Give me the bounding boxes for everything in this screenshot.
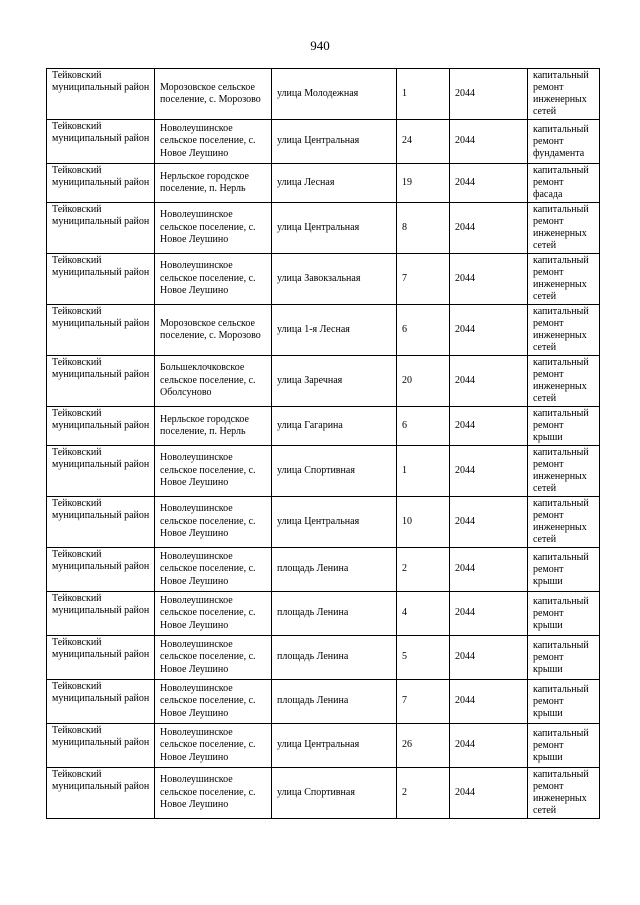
work-type-cell: капитальный ремонт инженерных сетей [528,69,600,120]
settlement-cell: Нерльское городское поселение, п. Нерль [155,407,272,446]
table-row [47,446,600,497]
year-cell: 2044 [450,548,528,592]
district-cell: Тейковский муниципальный район [47,768,155,819]
district-cell: Тейковский муниципальный район [47,407,155,446]
year-cell: 2044 [450,356,528,407]
year-cell: 2044 [450,724,528,768]
table-row [47,680,600,724]
settlement-cell: Новолеушинское сельское поселение, с. Новое Леушино [155,636,272,680]
street-cell: улица 1-я Лесная [272,305,397,356]
work-type-cell: капитальный ремонт фундамента [528,120,600,164]
table-row [47,305,600,356]
work-type-cell: капитальный ремонт инженерных сетей [528,356,600,407]
street-cell: улица Завокзальная [272,254,397,305]
year-cell: 2044 [450,305,528,356]
district-cell: Тейковский муниципальный район [47,497,155,548]
district-cell: Тейковский муниципальный район [47,203,155,254]
street-cell: улица Молодежная [272,69,397,120]
house-number-cell: 6 [397,407,450,446]
street-cell: улица Лесная [272,164,397,203]
settlement-cell: Морозовское сельское поселение, с. Морозово [155,305,272,356]
street-cell: улица Центральная [272,497,397,548]
house-number-cell: 2 [397,768,450,819]
district-cell: Тейковский муниципальный район [47,592,155,636]
settlement-cell: Новолеушинское сельское поселение, с. Новое Леушино [155,724,272,768]
house-number-cell: 5 [397,636,450,680]
district-cell: Тейковский муниципальный район [47,164,155,203]
district-cell: Тейковский муниципальный район [47,724,155,768]
table-row [47,164,600,203]
district-cell: Тейковский муниципальный район [47,69,155,120]
year-cell: 2044 [450,592,528,636]
district-cell: Тейковский муниципальный район [47,548,155,592]
year-cell: 2044 [450,446,528,497]
table-row [47,69,600,120]
work-type-cell: капитальный ремонт инженерных сетей [528,254,600,305]
work-type-cell: капитальный ремонт крыши [528,407,600,446]
year-cell: 2044 [450,768,528,819]
settlement-cell: Нерльское городское поселение, п. Нерль [155,164,272,203]
settlement-cell: Новолеушинское сельское поселение, с. Новое Леушино [155,446,272,497]
table-row [47,356,600,407]
settlement-cell: Новолеушинское сельское поселение, с. Новое Леушино [155,548,272,592]
district-cell: Тейковский муниципальный район [47,680,155,724]
house-number-cell: 7 [397,680,450,724]
year-cell: 2044 [450,203,528,254]
house-number-cell: 4 [397,592,450,636]
house-number-cell: 24 [397,120,450,164]
table-row [47,497,600,548]
settlement-cell: Новолеушинское сельское поселение, с. Новое Леушино [155,120,272,164]
work-type-cell: капитальный ремонт инженерных сетей [528,305,600,356]
house-number-cell: 10 [397,497,450,548]
street-cell: улица Центральная [272,724,397,768]
settlement-cell: Новолеушинское сельское поселение, с. Новое Леушино [155,768,272,819]
settlement-cell: Морозовское сельское поселение, с. Морозово [155,69,272,120]
repair-schedule-table [46,68,600,819]
house-number-cell: 26 [397,724,450,768]
table-row [47,592,600,636]
table-row [47,548,600,592]
settlement-cell: Новолеушинское сельское поселение, с. Новое Леушино [155,592,272,636]
settlement-cell: Новолеушинское сельское поселение, с. Новое Леушино [155,203,272,254]
district-cell: Тейковский муниципальный район [47,120,155,164]
district-cell: Тейковский муниципальный район [47,356,155,407]
work-type-cell: капитальный ремонт крыши [528,636,600,680]
work-type-cell: капитальный ремонт фасада [528,164,600,203]
street-cell: улица Центральная [272,120,397,164]
house-number-cell: 1 [397,446,450,497]
house-number-cell: 2 [397,548,450,592]
year-cell: 2044 [450,497,528,548]
street-cell: улица Спортивная [272,446,397,497]
street-cell: улица Спортивная [272,768,397,819]
street-cell: площадь Ленина [272,636,397,680]
year-cell: 2044 [450,164,528,203]
work-type-cell: капитальный ремонт крыши [528,548,600,592]
work-type-cell: капитальный ремонт крыши [528,724,600,768]
street-cell: улица Гагарина [272,407,397,446]
street-cell: площадь Ленина [272,680,397,724]
settlement-cell: Большеклочковское сельское поселение, с. Оболсуново [155,356,272,407]
street-cell: улица Заречная [272,356,397,407]
table-row [47,636,600,680]
table-row [47,203,600,254]
district-cell: Тейковский муниципальный район [47,254,155,305]
year-cell: 2044 [450,254,528,305]
year-cell: 2044 [450,69,528,120]
table-body [47,69,600,819]
work-type-cell: капитальный ремонт крыши [528,680,600,724]
street-cell: улица Центральная [272,203,397,254]
year-cell: 2044 [450,680,528,724]
table-row [47,768,600,819]
district-cell: Тейковский муниципальный район [47,305,155,356]
year-cell: 2044 [450,636,528,680]
work-type-cell: капитальный ремонт инженерных сетей [528,497,600,548]
table-row [47,724,600,768]
house-number-cell: 6 [397,305,450,356]
table-row [47,407,600,446]
house-number-cell: 1 [397,69,450,120]
table-row [47,254,600,305]
settlement-cell: Новолеушинское сельское поселение, с. Новое Леушино [155,680,272,724]
house-number-cell: 7 [397,254,450,305]
page-number: 940 [310,38,330,53]
district-cell: Тейковский муниципальный район [47,636,155,680]
street-cell: площадь Ленина [272,548,397,592]
work-type-cell: капитальный ремонт инженерных сетей [528,203,600,254]
year-cell: 2044 [450,120,528,164]
settlement-cell: Новолеушинское сельское поселение, с. Новое Леушино [155,254,272,305]
district-cell: Тейковский муниципальный район [47,446,155,497]
year-cell: 2044 [450,407,528,446]
table-row [47,120,600,164]
settlement-cell: Новолеушинское сельское поселение, с. Новое Леушино [155,497,272,548]
house-number-cell: 8 [397,203,450,254]
house-number-cell: 20 [397,356,450,407]
work-type-cell: капитальный ремонт инженерных сетей [528,768,600,819]
house-number-cell: 19 [397,164,450,203]
work-type-cell: капитальный ремонт крыши [528,592,600,636]
work-type-cell: капитальный ремонт инженерных сетей [528,446,600,497]
street-cell: площадь Ленина [272,592,397,636]
